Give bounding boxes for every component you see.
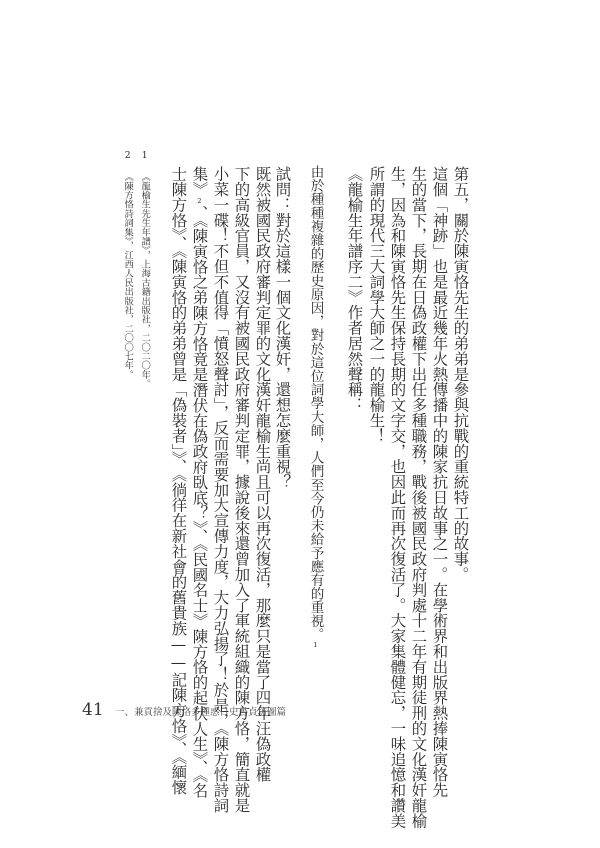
body-column-3: 生的當下，長期在日偽政權下出任多種職務，戰後被國民政府判處十二年有期徒刑的文化漢奸龍榆 bbox=[409, 166, 428, 829]
body-column-4: 生，因為和陳寅恪先生保持長期的文字交，也因此而再次復活了。大家集體健忘，一味追憶和讚美 bbox=[388, 166, 407, 829]
block-quote-text: 由於種種複雜的歷史原因，對於這位詞學大師，人們至今仍未給予應有的重視。 bbox=[307, 165, 324, 641]
body-column-8: 試問：對於這樣一個文化漢奸，還想怎麼重視？ bbox=[273, 166, 292, 490]
footnote-marker-1: 1 bbox=[311, 641, 320, 649]
footnote-marker-2: 2 bbox=[195, 196, 204, 205]
body-column-12 bbox=[190, 166, 209, 798]
body-column-1: 第五，關於陳寅恪先生的弟弟是參與抗戰的重統特工的故事。 bbox=[451, 166, 470, 582]
body-column-2: 這個「神跡」也是最近幾年火熱傳播中的陳家抗日故事之一。在學術界和出版界熱捧陳寅恪先 bbox=[430, 166, 449, 798]
body-column-12-start: 集》 bbox=[190, 166, 209, 197]
body-column-12-rest: 、《陳寅恪之弟陳方恪竟是潛伏在偽政府臥底？》、《民國名士》陳方恪的起伏人生》、《名 bbox=[190, 204, 209, 798]
block-quote bbox=[308, 165, 322, 649]
body-column-10: 下的高級官員，又沒有被國民政府審判定罪，據說後來還曾加入了軍統組織的陳方恪，簡直就是 bbox=[232, 166, 251, 813]
body-column-6: 《龍榆生年譜序二》作者居然聲稱： bbox=[345, 166, 364, 413]
footnote-1: 1 《龍榆生先生年譜》，上海古籍出版社，二〇二〇年。 bbox=[139, 150, 151, 389]
running-head: 一、兼貢捨及陳恪多種惑日史書貞坊圖篇 bbox=[115, 707, 287, 718]
body-column-11: 小菜一碟！不但不值得「憤怒聲討」，反而需要加大宣傳力度，大力弘揚了！於是，《陳方恪詩詞 bbox=[211, 166, 230, 813]
body-column-5: 所謂的現代三大詞學大師之一的龍榆生！ bbox=[367, 166, 386, 444]
body-column-13: 士陳方恪》、《陳寅恪的弟弟曾是「偽裝者」》、《徜徉在新社會的舊貴族——記陳方恪》、《緬懷 bbox=[169, 166, 188, 795]
footnote-2: 2 《陳方恪詩詞集》，江西人民出版社，二〇〇七年。 bbox=[122, 150, 134, 379]
page-number: 41 bbox=[82, 700, 104, 720]
body-column-9: 既然被國民政府審判定罪的文化漢奸龍榆生尚且可以再次復活，那麼只是當了四年汪偽政權 bbox=[253, 166, 272, 782]
